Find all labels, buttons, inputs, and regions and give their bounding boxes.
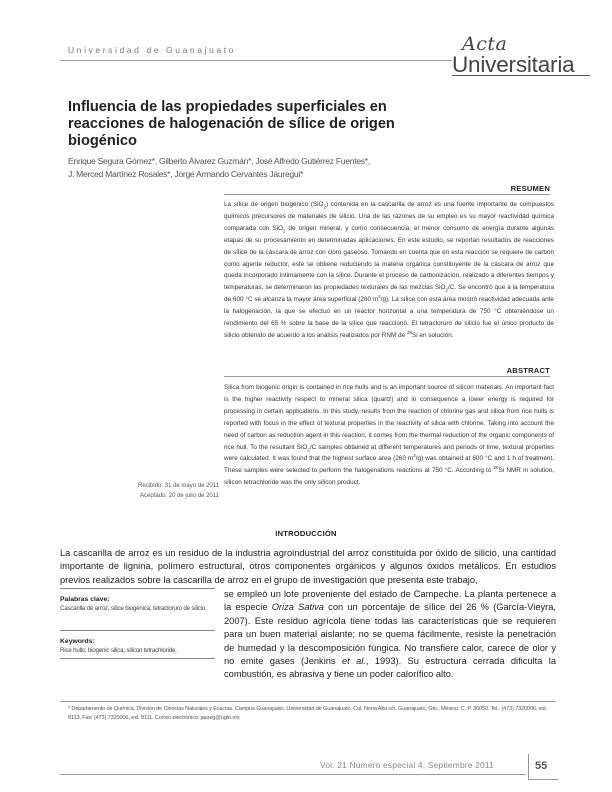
authors-line-2: J. Merced Martínez Rosales*, Jorge Armando Cervantes Jáuregui* — [68, 169, 304, 179]
keywords-rule-middle — [60, 630, 215, 631]
header-rule — [60, 60, 452, 61]
palabras-clave-text: Cascarilla de arroz; sílice biogénica; tetracloruro de silicio. — [60, 605, 207, 612]
logo-rule — [452, 75, 590, 76]
authors-line-1: Enrique Segura Gómez*, Gilberto Álvarez Guzmán*, José Alfredo Gutiérrez Fuentes*, — [68, 156, 370, 166]
journal-logo-universitaria: Universitaria — [452, 52, 575, 77]
received-date: Recibido: 31 de mayo de 2011 — [138, 483, 219, 489]
accepted-date: Aceptado: 20 de julio de 2011 — [140, 492, 219, 499]
footnote-rule — [60, 701, 556, 702]
university-name: Universidad de Guanajuato — [68, 45, 237, 55]
keywords-rule-top — [60, 588, 215, 589]
intro-heading: INTRODUCCIÓN — [275, 529, 337, 538]
resumen-text: La sílice de origen biogénico (SiO$_2$) contenida en la cascarilla de arroz es una fuente importante de compuestos químicos precursores de materiales de silicio. Una de las razones de su empleo es su mayor reactividad química comparada con SiO$_2$ de origen mineral, y como consecuencia, el menor consumo de energía durante algunas etapas de su procesamiento en determinadas aplicaciones. En este estudio, se reportan resultados de reacciones de sílice de la cáscara de arroz con cloro gaseoso. Tomando en cuenta que en esta reacción se requiere de carbón como agente reductor, este se obtiene reduciendo la materia orgánica constituyente de la cáscara de arroz que queda incorporado íntimamente con la sílice. Durante el proceso de carbonización, realizado a diferentes tiempos y temperaturas, se determinaron las propiedades texturales de las mezclas SiO$_2$/C. Se encontró que a la temperatura de 600 °C se alcanza la mayor área superficial (260 $m^2/g$). La sílice con esta área mostró reactividad adecuada ante la halogenación, la que se efectuó en un reactor horizontal a una temperatura de 750 °C obteniéndose un rendimiento del 65 % sobre la base de la sílice que reaccionó. El tetracloruro de silicio fue el único producto de silicio obtenido de acuerdo a los análisis realizados por RNM de $^{29}$Si en solución. — [224, 201, 555, 339]
footer-rule — [60, 774, 526, 775]
article-title: Influencia de las propiedades superficiales en reacciones de halogenación de sílice de origen biogénico — [68, 99, 395, 149]
intro-paragraph-full: La cascarilla de arroz es un residuo de la industria agroindustrial del arroz constituida por óxido de silicio, una cantidad importante de lignina, polímero estructural, otros componentes orgánicos y algunos óxidos metálicos. En estudios previos realizados sobre la cascarilla de arroz en el grupo de investigación que presenta este trabajo, — [60, 548, 556, 585]
page-number: 55 — [535, 760, 548, 772]
page-number-box — [528, 754, 558, 780]
intro-paragraph-column: se empleó un lote proveniente del estado de Campeche. La planta pertenece a la especie Oriza Sativa con un porcentaje de sílice del 26 % (García-Vieyra, 2007). Este residuo agrícola tiene todas las características que se requieren para un buen material aislante; no se quema fácilmente, resiste la penetración de humedad y la descomposición fúngica. No transfiere calor, carece de olor y no emite gases (Jenkins et al., 1993). Su estructura cerrada dificulta la combustión, es abrasiva y tiene un poder calorífico alto. — [224, 589, 556, 680]
affiliation-footnote: * Departamento de Química. División de Ciencias Naturales y Exactas. Campus Guanajuato. Universidad de Guanajuato. Col. Noria Alta s/n, Guanajuato, Gto., México. C. P. 36050. Tel.: (473) 7320006, ext. 8113, Fax: (473) 7320006, ext. 8111. Correo electrónico: jaureg@ugto.mx — [68, 706, 548, 721]
keywords-text: Rice hulls; biogenic silica; silicon tetrachloride. — [60, 647, 177, 654]
keywords-heading: Keywords: — [60, 638, 95, 645]
article-authors — [68, 155, 398, 181]
article-dates — [60, 482, 224, 501]
abstract-rule — [224, 376, 550, 377]
abstract-text: Silica from biogenic origin is contained in rice hulls and is an important source of silicon materials. An important fact is the higher reactivity respect to mineral silica (quartz) and in consequence a lower energy is required for processing in certain applications. In this study, results from the reaction of chlorine gas and silica from rice hulls is reported with focus in the effect of textural properties in the reactivity of silica with chlorine. Taking into account the need of carbon as reduction agent in this reaction, it comes from the thermal reduction of the organic components of rice hull. To the resultant SiO$_2$/C samples obtained at different temperatures and periods of time, textural properties were calculated. It was found that the highest surface area (260 $m^2/g$) was obtained at 600 °C and 1 h of treatment. These samples were selected to perform the halogenations reactions at 750 °C. According to $^{29}$Si NMR in solution, silicon tetrachloride was the only silicon product. — [224, 384, 555, 487]
palabras-clave-heading: Palabras clave: — [60, 596, 110, 603]
journal-logo-acta: Acta — [462, 33, 508, 55]
resumen-heading: RESUMEN — [510, 184, 550, 193]
resumen-rule — [224, 194, 550, 195]
abstract-heading: ABSTRACT — [506, 366, 550, 375]
keywords-rule-bottom — [60, 658, 215, 659]
footer-volume: Vol. 21 Número especial 4, Septiembre 2011 — [320, 760, 494, 770]
